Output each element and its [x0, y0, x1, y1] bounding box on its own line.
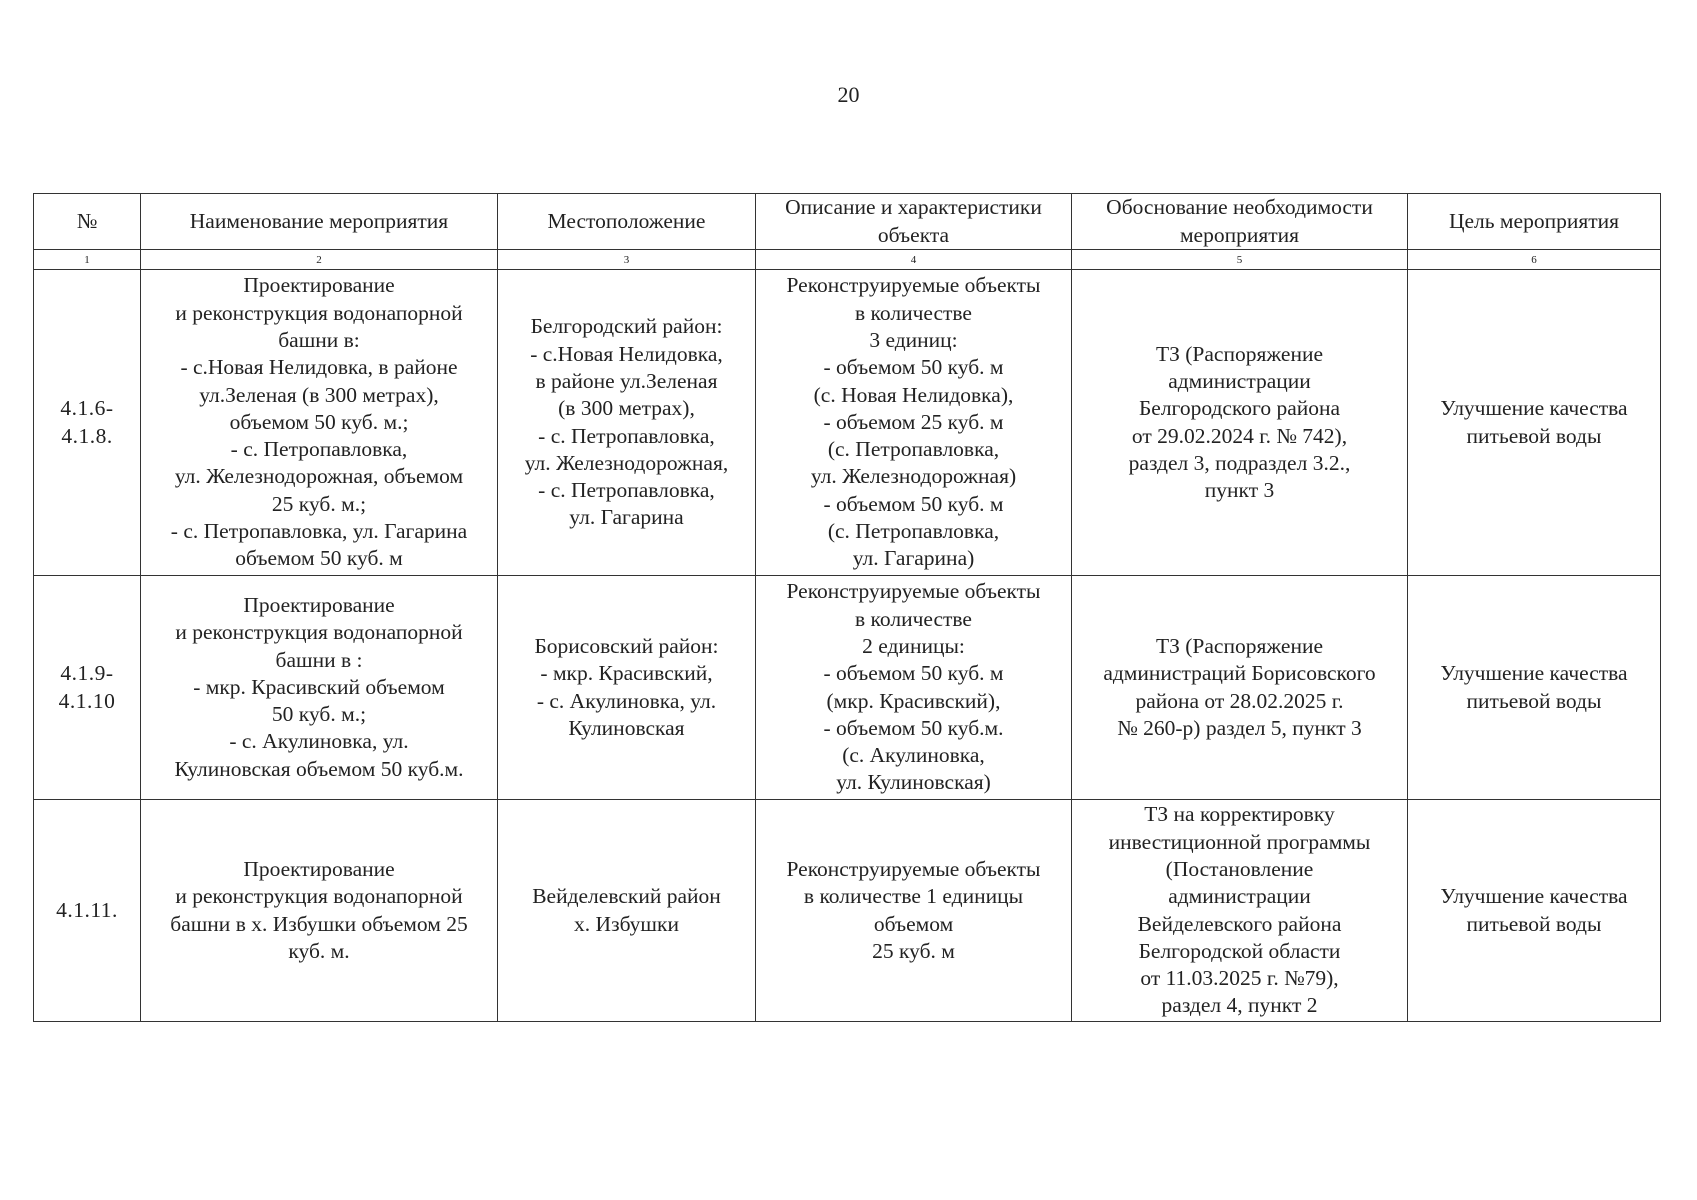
column-header-name: Наименование мероприятия	[141, 194, 498, 250]
table-row	[34, 800, 1661, 1022]
description-cell: Реконструируемые объекты в количестве 2 единицы: - объемом 50 куб. м (мкр. Красивский), - объемом 50 куб.м. (с. Акулиновка, ул. Кулиновская)	[756, 576, 1072, 800]
justification-cell: ТЗ (Распоряжение администраций Борисовского района от 28.02.2025 г. № 260-р) раздел 5, пункт 3	[1072, 576, 1408, 800]
column-number: 5	[1072, 250, 1408, 270]
description-cell: Реконструируемые объекты в количестве 3 единиц: - объемом 50 куб. м (с. Новая Нелидовка), - объемом 25 куб. м (с. Петропавловка, ул. Железнодорожная) - объемом 50 куб. м (с. Петропавловка, ул. Гагарина)	[756, 270, 1072, 576]
column-number: 4	[756, 250, 1072, 270]
justification-cell: ТЗ (Распоряжение администрации Белгородского района от 29.02.2024 г. № 742), раздел 3, подраздел 3.2., пункт 3	[1072, 270, 1408, 576]
column-header-description: Описание и характеристики объекта	[756, 194, 1072, 250]
column-header-goal: Цель мероприятия	[1408, 194, 1661, 250]
goal-cell: Улучшение качества питьевой воды	[1408, 576, 1661, 800]
page-number: 20	[837, 82, 860, 107]
location-cell: Борисовский район: - мкр. Красивский, - с. Акулиновка, ул. Кулиновская	[498, 576, 756, 800]
goal-cell: Улучшение качества питьевой воды	[1408, 270, 1661, 576]
table-row	[34, 576, 1661, 800]
row-number-cell: 4.1.9- 4.1.10	[34, 576, 141, 800]
description-cell: Реконструируемые объекты в количестве 1 единицы объемом 25 куб. м	[756, 800, 1072, 1022]
column-header-number: №	[34, 194, 141, 250]
column-number: 3	[498, 250, 756, 270]
table-row	[34, 270, 1661, 576]
table-header-row	[34, 194, 1661, 250]
column-number-row	[34, 250, 1661, 270]
measure-name-cell: Проектирование и реконструкция водонапорной башни в : - мкр. Красивский объемом 50 куб. м.; - с. Акулиновка, ул. Кулиновская объемом 50 куб.м.	[141, 576, 498, 800]
column-header-justification: Обоснование необходимости мероприятия	[1072, 194, 1408, 250]
row-number-cell: 4.1.11.	[34, 800, 141, 1022]
column-number: 1	[34, 250, 141, 270]
column-number: 2	[141, 250, 498, 270]
measure-name-cell: Проектирование и реконструкция водонапорной башни в х. Избушки объемом 25 куб. м.	[141, 800, 498, 1022]
measure-name-cell: Проектирование и реконструкция водонапорной башни в: - с.Новая Нелидовка, в районе ул.Зеленая (в 300 метрах), объемом 50 куб. м.; - с. Петропавловка, ул. Железнодорожная, объемом 25 куб. м.; - с. Петропавловка, ул. Гагарина объемом 50 куб. м	[141, 270, 498, 576]
location-cell: Белгородский район: - с.Новая Нелидовка, в районе ул.Зеленая (в 300 метрах), - с. Петропавловка, ул. Железнодорожная, - с. Петропавловка, ул. Гагарина	[498, 270, 756, 576]
column-header-location: Местоположение	[498, 194, 756, 250]
measures-table	[33, 193, 1661, 1022]
location-cell: Вейделевский район х. Избушки	[498, 800, 756, 1022]
column-number: 6	[1408, 250, 1661, 270]
row-number-cell: 4.1.6- 4.1.8.	[34, 270, 141, 576]
justification-cell: ТЗ на корректировку инвестиционной программы (Постановление администрации Вейделевского района Белгородской области от 11.03.2025 г. №79), раздел 4, пункт 2	[1072, 800, 1408, 1022]
goal-cell: Улучшение качества питьевой воды	[1408, 800, 1661, 1022]
